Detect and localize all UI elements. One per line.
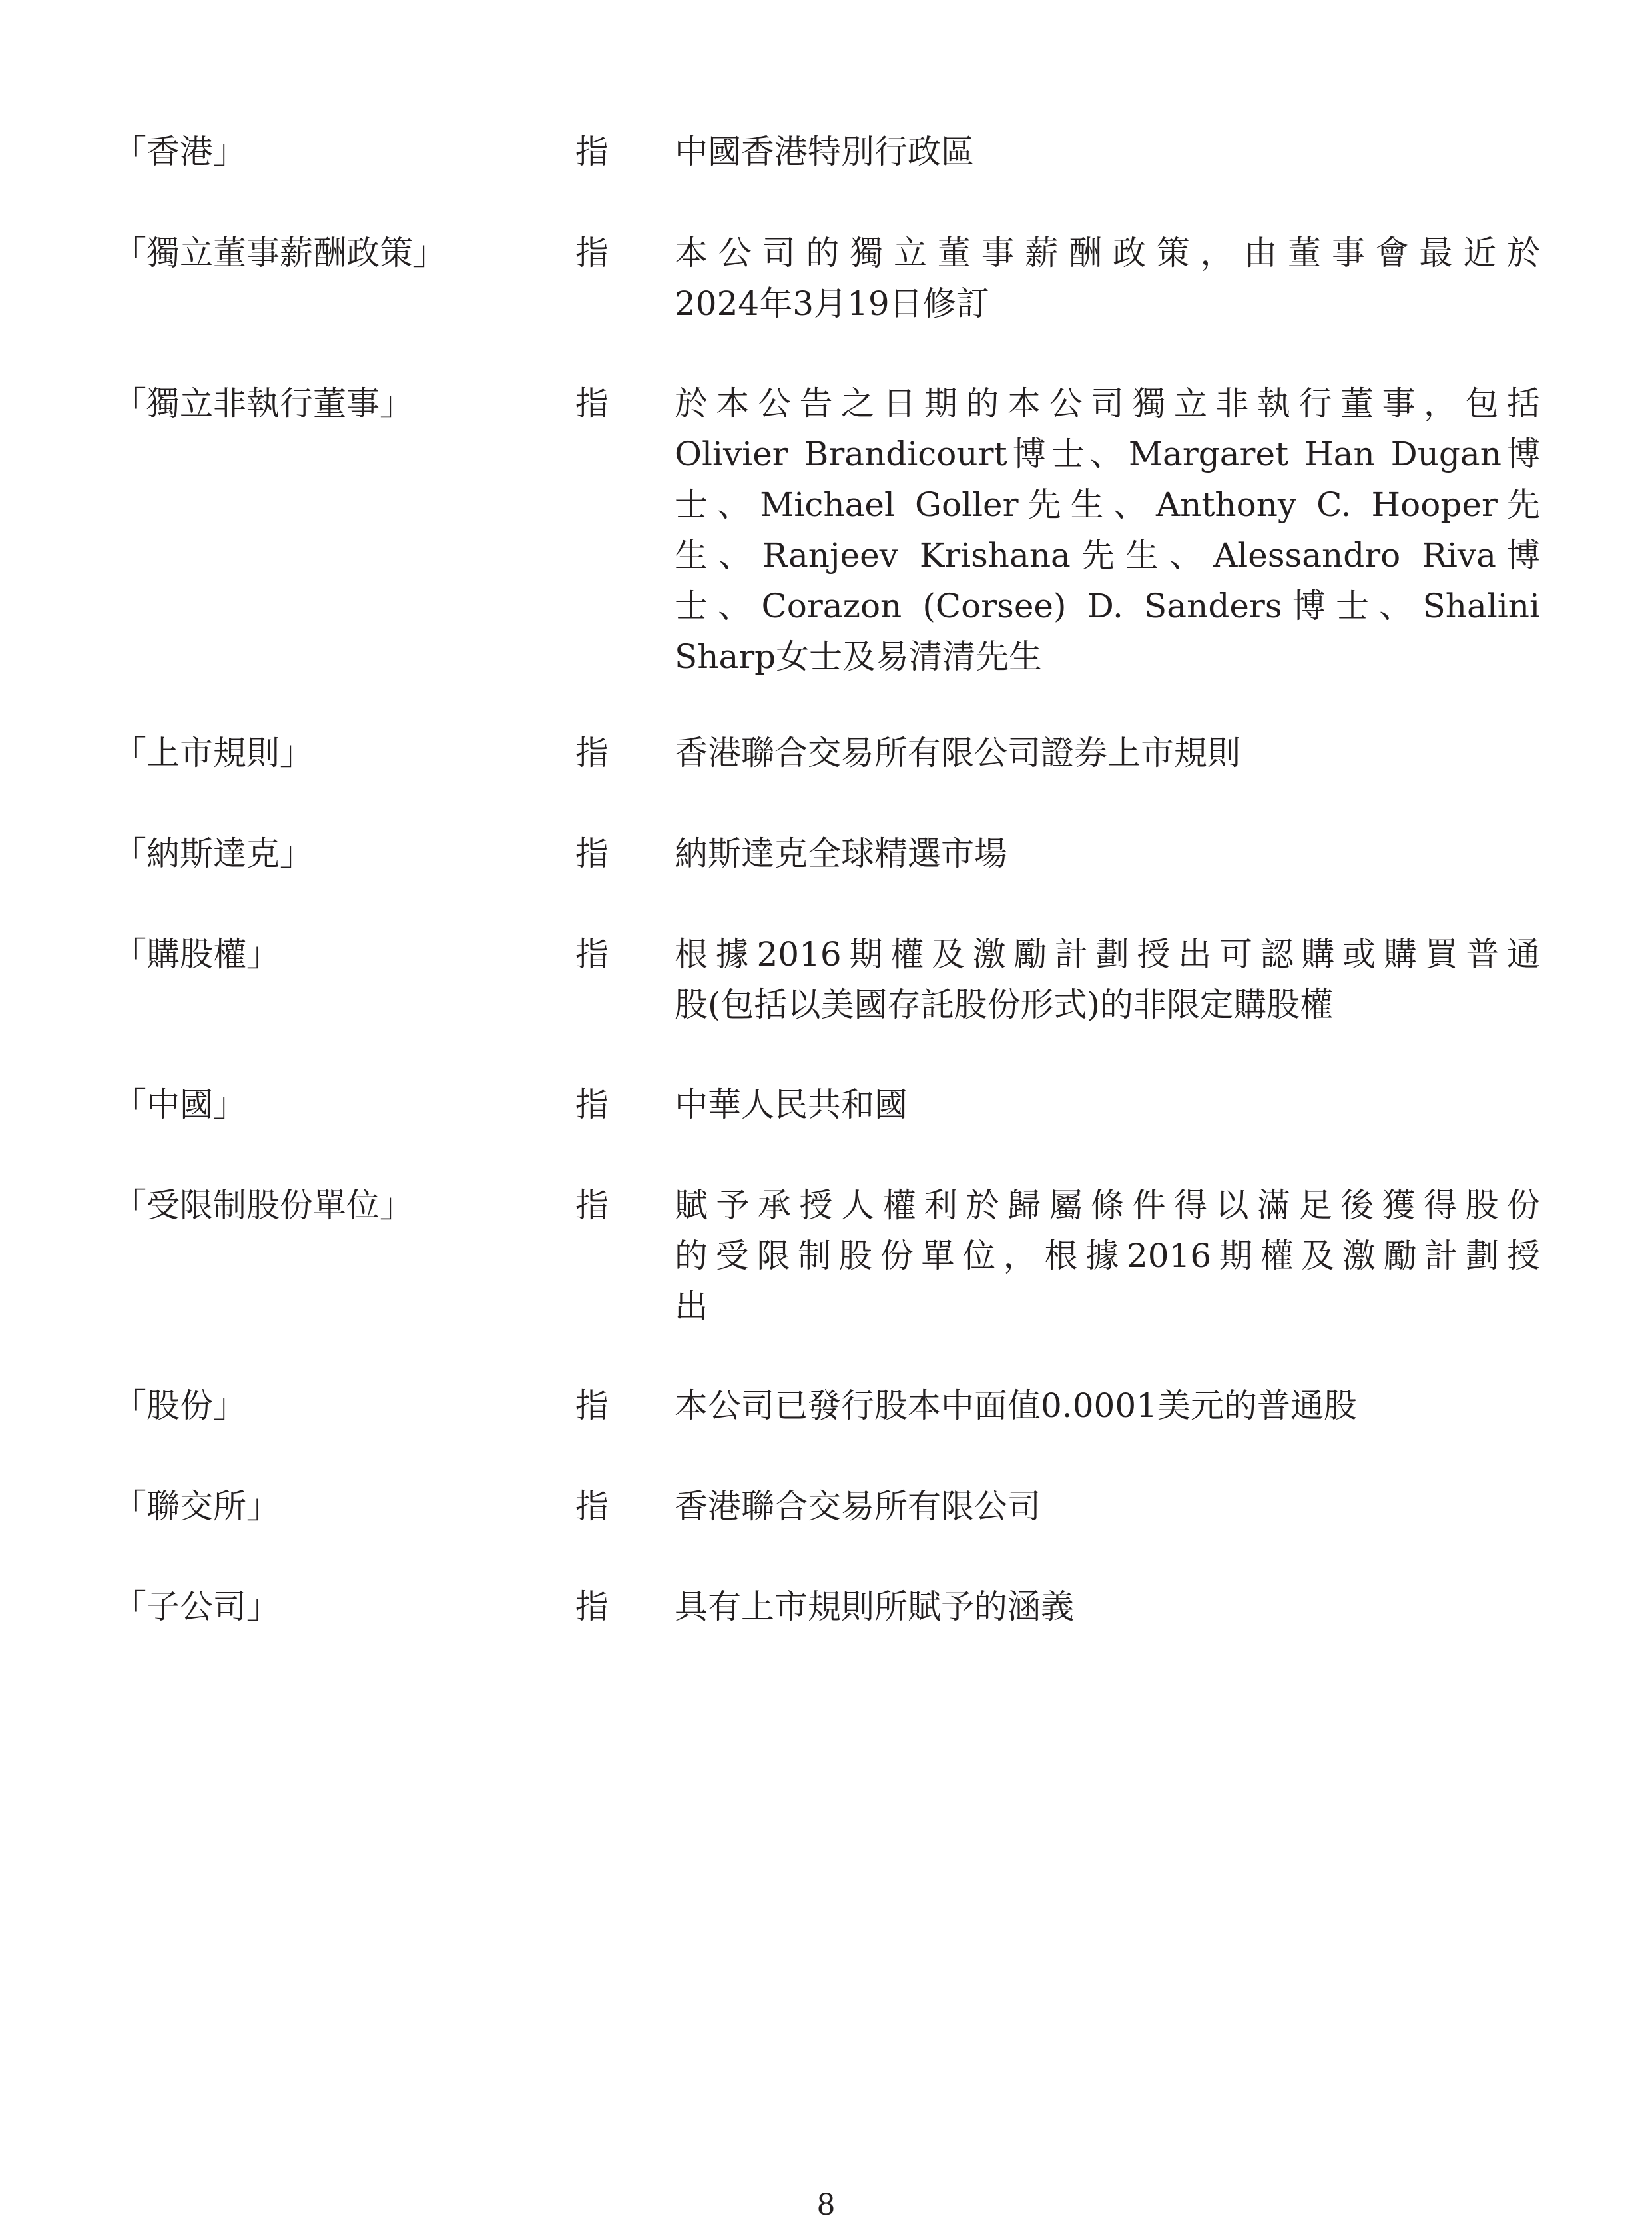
definition-line: 本公司的獨立董事薪酬政策，由董事會最近於 bbox=[675, 234, 1540, 272]
defined-term: 「子公司」 bbox=[113, 1587, 280, 1626]
definition-line: 中華人民共和國 bbox=[675, 1085, 908, 1124]
definition-text bbox=[675, 127, 1540, 177]
means-label: 指 bbox=[575, 1186, 609, 1225]
means-label: 指 bbox=[575, 734, 609, 772]
defined-term: 「中國」 bbox=[113, 1085, 246, 1124]
definition-line: Sharp女士及易清清先生 bbox=[675, 637, 1043, 676]
definition-line: 出 bbox=[675, 1287, 708, 1326]
definition-text bbox=[675, 378, 1540, 682]
definition-line: 本公司已發行股本中面值0.0001美元的普通股 bbox=[675, 1386, 1357, 1425]
definition-line: 賦予承授人權利於歸屬條件得以滿足後獲得股份 bbox=[675, 1186, 1540, 1225]
means-label: 指 bbox=[575, 834, 609, 873]
definition-text bbox=[675, 1079, 1540, 1130]
means-label: 指 bbox=[575, 234, 609, 272]
defined-term: 「聯交所」 bbox=[113, 1487, 280, 1526]
definition-text bbox=[675, 728, 1540, 778]
means-label: 指 bbox=[575, 384, 609, 423]
definition-line: 香港聯合交易所有限公司 bbox=[675, 1487, 1041, 1526]
definition-text bbox=[675, 828, 1540, 879]
means-label: 指 bbox=[575, 133, 609, 171]
means-label: 指 bbox=[575, 935, 609, 973]
definition-line: 士、Corazon (Corsee) D. Sanders博士、Shalini bbox=[675, 587, 1540, 625]
definition-line: 生、Ranjeev Krishana先生、Alessandro Riva博 bbox=[675, 536, 1540, 575]
page-number: 8 bbox=[816, 2188, 836, 2222]
defined-term: 「香港」 bbox=[113, 133, 246, 171]
defined-term: 「獨立董事薪酬政策」 bbox=[113, 234, 446, 272]
definition-line: 2024年3月19日修訂 bbox=[675, 284, 989, 323]
means-label: 指 bbox=[575, 1386, 609, 1425]
definition-line: 的受限制股份單位，根據2016期權及激勵計劃授 bbox=[675, 1237, 1540, 1275]
defined-term: 「獨立非執行董事」 bbox=[113, 384, 413, 423]
definition-text bbox=[675, 228, 1540, 329]
definition-line: 中國香港特別行政區 bbox=[675, 133, 974, 171]
definition-line: 士、Michael Goller先生、Anthony C. Hooper先 bbox=[675, 485, 1540, 524]
definition-text bbox=[675, 1481, 1540, 1531]
defined-term: 「上市規則」 bbox=[113, 734, 313, 772]
defined-term: 「納斯達克」 bbox=[113, 834, 313, 873]
definition-line: 香港聯合交易所有限公司證券上市規則 bbox=[675, 734, 1240, 772]
means-label: 指 bbox=[575, 1587, 609, 1626]
definition-line: 根據2016期權及激勵計劃授出可認購或購買普通 bbox=[675, 935, 1540, 973]
definition-line: 納斯達克全球精選市場 bbox=[675, 834, 1007, 873]
defined-term: 「受限制股份單位」 bbox=[113, 1186, 413, 1225]
definition-text bbox=[675, 1581, 1540, 1632]
defined-term: 「股份」 bbox=[113, 1386, 246, 1425]
definition-line: 於本公告之日期的本公司獨立非執行董事，包括 bbox=[675, 384, 1540, 423]
definition-text bbox=[675, 929, 1540, 1030]
means-label: 指 bbox=[575, 1487, 609, 1526]
definition-text bbox=[675, 1180, 1540, 1332]
definition-line: 具有上市規則所賦予的涵義 bbox=[675, 1587, 1074, 1626]
defined-term: 「購股權」 bbox=[113, 935, 280, 973]
definition-line: 股(包括以美國存託股份形式)的非限定購股權 bbox=[675, 985, 1334, 1024]
definition-line: Olivier Brandicourt博士、Margaret Han Dugan博 bbox=[675, 435, 1540, 473]
means-label: 指 bbox=[575, 1085, 609, 1124]
definition-text bbox=[675, 1380, 1540, 1431]
